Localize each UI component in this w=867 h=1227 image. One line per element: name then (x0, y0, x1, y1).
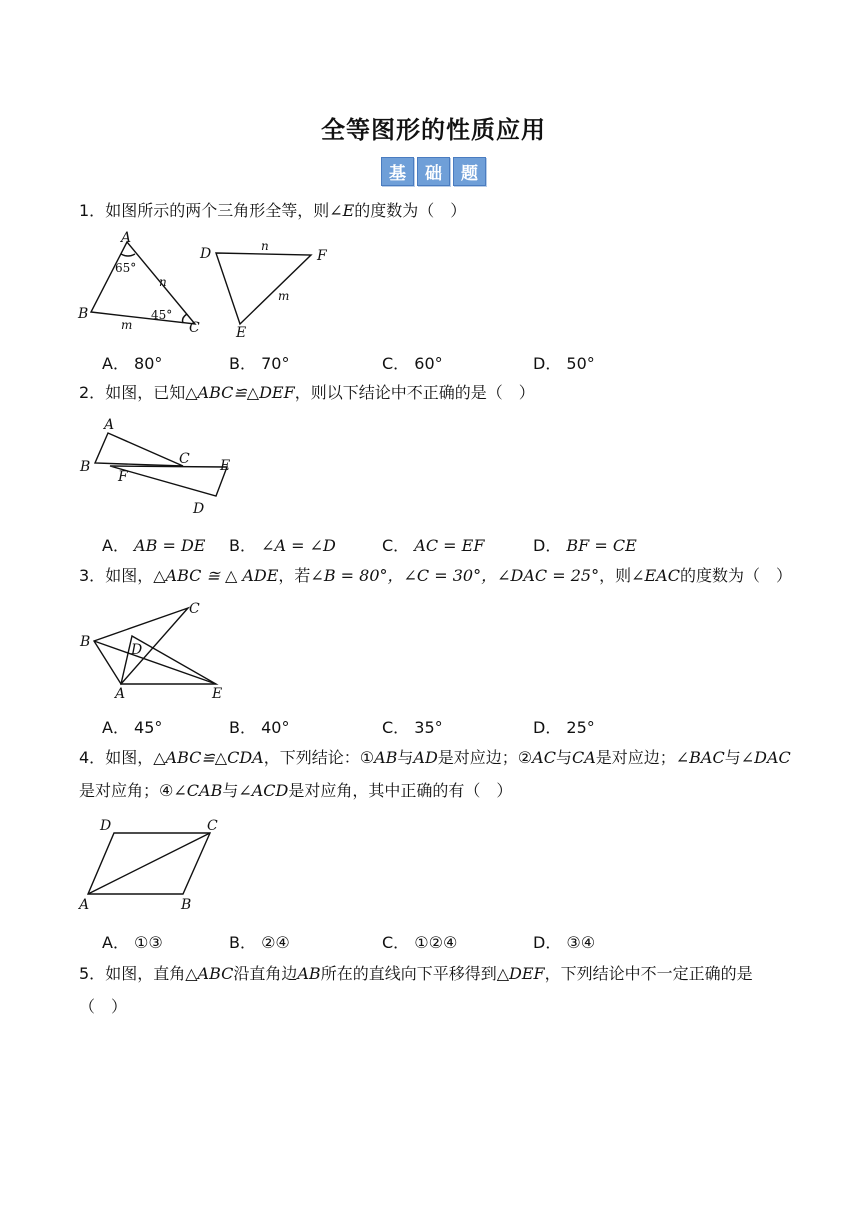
angle-a-arc (121, 254, 135, 256)
figure-label: C (189, 320, 200, 336)
question-text: 与 (397, 748, 414, 767)
question-4-figure (75, 815, 225, 915)
question-5-stem-line-1 (79, 963, 799, 985)
question-text: 与 (724, 748, 741, 767)
triangle-abc (91, 242, 195, 324)
option-b[interactable] (229, 715, 289, 738)
figure-label: D (200, 246, 212, 262)
math-expression: AB (374, 748, 398, 767)
option-value: 25° (566, 718, 595, 737)
option-letter: D． (533, 536, 562, 555)
question-number: 3． (79, 566, 106, 585)
math-expression: △DEF (496, 964, 545, 983)
option-letter: B． (229, 933, 256, 952)
option-value: ③④ (566, 933, 596, 952)
option-value: ②④ (261, 933, 290, 952)
figure-label: B (78, 306, 89, 322)
question-text: ，下列结论中不一定正确的是 (544, 964, 753, 983)
question-text: 沿直角边 (233, 964, 298, 983)
question-text: ，则 (599, 566, 632, 585)
option-value: ∠A = ∠D (261, 536, 336, 555)
figure-label: A (121, 230, 132, 246)
figure-label: B (80, 459, 91, 475)
question-text: ，则以下结论中不正确的是（ ） (294, 383, 535, 402)
option-b[interactable] (229, 533, 336, 556)
option-letter: A． (102, 536, 129, 555)
figure-label: D (131, 642, 143, 658)
math-expression: AC (532, 748, 556, 767)
option-value: 45° (134, 718, 163, 737)
option-value: 60° (414, 354, 443, 373)
figure-label: E (236, 325, 247, 341)
question-text: 是对应边；② (437, 748, 533, 767)
question-text: ，若 (278, 566, 311, 585)
segment-bd (94, 641, 216, 684)
option-letter: B． (229, 354, 256, 373)
triangle-def (216, 253, 311, 324)
option-b[interactable] (229, 930, 290, 953)
option-value: ①③ (134, 933, 163, 952)
option-a[interactable] (102, 351, 162, 374)
math-expression: ∠E (329, 201, 355, 220)
math-expression: △ABC≌△DEF (185, 383, 295, 402)
triangle-abc (95, 433, 183, 466)
option-a[interactable] (102, 715, 162, 738)
option-letter: C． (382, 718, 410, 737)
option-letter: D． (533, 354, 562, 373)
math-expression: ∠EAC (631, 566, 680, 585)
option-c[interactable] (382, 930, 457, 953)
question-text: 所在的直线向下平移得到 (320, 964, 497, 983)
question-1-stem (79, 200, 466, 222)
diagonal-ac (88, 833, 210, 894)
math-expression: ∠ACD (238, 781, 289, 800)
question-1-figure (75, 228, 345, 343)
figure-label: E (212, 686, 223, 702)
option-letter: D． (533, 933, 562, 952)
question-text: 如图，已知 (105, 383, 186, 402)
question-text: 如图，直角 (105, 964, 186, 983)
question-text: 是对应角，其中正确的有（ ） (288, 781, 513, 800)
math-expression: CA (571, 748, 596, 767)
question-text: ，下列结论：① (263, 748, 375, 767)
section-badge (381, 157, 486, 186)
figure-label: m (121, 318, 133, 332)
figure-label: n (261, 239, 269, 253)
option-b[interactable] (229, 351, 289, 374)
math-expression: ∠BAC (675, 748, 725, 767)
option-letter: D． (533, 718, 562, 737)
option-letter: A． (102, 933, 129, 952)
figure-label: C (189, 601, 200, 617)
option-d[interactable] (533, 351, 595, 374)
option-letter: C． (382, 536, 410, 555)
option-c[interactable] (382, 715, 443, 738)
math-expression: ∠CAB (173, 781, 223, 800)
math-expression: △ABC (185, 964, 234, 983)
math-expression: ∠DAC (740, 748, 791, 767)
option-letter: A． (102, 354, 129, 373)
math-expression: AB (297, 964, 321, 983)
figure-label: D (193, 501, 205, 517)
figure-label: C (207, 818, 218, 834)
figure-label: m (278, 289, 290, 303)
question-number: 2． (79, 383, 106, 402)
option-d[interactable] (533, 930, 595, 953)
option-a[interactable] (102, 533, 205, 556)
option-value: AB = DE (134, 536, 206, 555)
option-letter: B． (229, 718, 256, 737)
figure-label: A (115, 686, 126, 702)
figure-label: D (100, 818, 112, 834)
figure-label: A (79, 897, 90, 913)
option-value: AC = EF (414, 536, 485, 555)
option-d[interactable] (533, 715, 595, 738)
math-expression: AD (413, 748, 438, 767)
option-letter: C． (382, 933, 410, 952)
figure-label: n (159, 275, 167, 289)
question-text: 如图所示的两个三角形全等，则 (105, 201, 330, 220)
option-a[interactable] (102, 930, 163, 953)
math-expression: △ABC≌△CDA (153, 748, 264, 767)
option-value: 50° (566, 354, 595, 373)
question-text: 与 (222, 781, 239, 800)
option-value: 70° (261, 354, 290, 373)
figure-label: F (317, 248, 327, 264)
figure-label: E (220, 458, 231, 474)
question-3-stem (79, 565, 792, 587)
badge-char-3: 题 (453, 157, 486, 186)
option-c[interactable] (382, 533, 484, 556)
question-2-figure (75, 412, 245, 520)
question-5-stem-line-2: （ ） (79, 997, 128, 1016)
page-title: 全等图形的性质应用 (321, 116, 546, 144)
option-d[interactable] (533, 533, 637, 556)
badge-char-1: 基 (381, 157, 414, 186)
question-text: 如图， (105, 748, 154, 767)
question-text: 如图， (105, 566, 154, 585)
option-value: 80° (134, 354, 163, 373)
angle-label: 45° (151, 308, 173, 322)
angle-c-arc (183, 314, 188, 323)
option-letter: B． (229, 536, 256, 555)
option-c[interactable] (382, 351, 443, 374)
figure-label: C (179, 451, 190, 467)
math-expression: ∠B = 80°，∠C = 30°，∠DAC = 25° (310, 566, 600, 585)
math-expression: △ABC ≅ △ ADE (153, 566, 279, 585)
question-text: 的度数为（ ） (679, 566, 792, 585)
question-number: 5． (79, 964, 106, 983)
question-4-stem-line-1 (79, 747, 799, 769)
figure-label: A (104, 417, 115, 433)
option-value: BF = CE (566, 536, 637, 555)
option-value: ①②④ (414, 933, 458, 952)
question-number: 4． (79, 748, 106, 767)
figure-label: B (181, 897, 192, 913)
question-text: 的度数为（ ） (354, 201, 467, 220)
option-value: 35° (414, 718, 443, 737)
question-text: 是对应边； (595, 748, 676, 767)
question-2-stem (79, 382, 535, 404)
question-text: 与 (555, 748, 572, 767)
option-value: 40° (261, 718, 290, 737)
question-text: 是对应角；④ (79, 781, 174, 800)
option-letter: A． (102, 718, 129, 737)
question-3-figure (75, 596, 235, 706)
badge-char-2: 础 (417, 157, 450, 186)
question-4-stem-line-2 (79, 780, 512, 802)
angle-label: 65° (115, 261, 137, 275)
option-letter: C． (382, 354, 410, 373)
figure-label: B (80, 634, 91, 650)
figure-label: F (118, 469, 128, 485)
question-number: 1． (79, 201, 106, 220)
